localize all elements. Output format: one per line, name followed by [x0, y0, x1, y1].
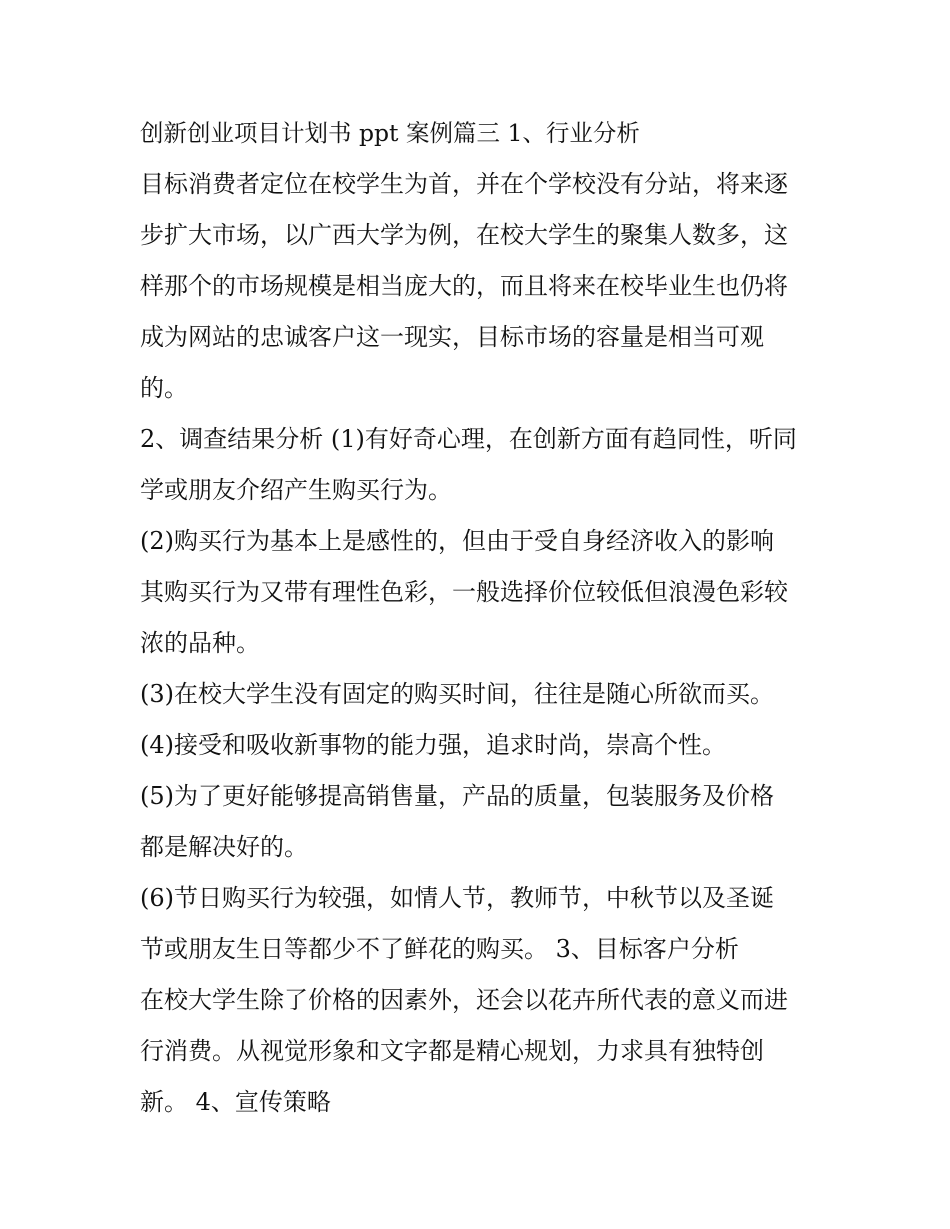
- text-line: (2)购买行为基本上是感性的，但由于受自身经济收入的影响: [140, 527, 774, 555]
- text-line: 步扩大市场，以广西大学为例，在校大学生的聚集人数多，这: [140, 221, 788, 249]
- text-line: 的。: [140, 374, 188, 402]
- text-line: 在校大学生除了价格的因素外，还会以花卉所代表的意义而进: [140, 986, 788, 1014]
- text-line: 学或朋友介绍产生购买行为。: [140, 476, 452, 504]
- text-line: 成为网站的忠诚客户这一现实，目标市场的容量是相当可观: [140, 323, 764, 351]
- text-line: 其购买行为又带有理性色彩，一般选择价位较低但浪漫色彩较: [140, 578, 788, 606]
- text-line: 样那个的市场规模是相当庞大的，而且将来在校毕业生也仍将: [140, 272, 788, 300]
- text-line: (4)接受和吸收新事物的能力强，追求时尚，崇高个性。: [140, 731, 726, 759]
- text-line: (6)节日购买行为较强，如情人节，教师节，中秋节以及圣诞: [140, 884, 774, 912]
- text-line: (5)为了更好能够提高销售量，产品的质量，包装服务及价格: [140, 782, 774, 810]
- text-line: 新。 4、宣传策略: [140, 1088, 331, 1116]
- text-line: 节或朋友生日等都少不了鲜花的购买。 3、目标客户分析: [140, 935, 739, 963]
- text-line: 2、调查结果分析 (1)有好奇心理，在创新方面有趋同性，听同: [140, 425, 797, 453]
- text-line: 行消费。从视觉形象和文字都是精心规划，力求具有独特创: [140, 1037, 764, 1065]
- text-line: 浓的品种。: [140, 629, 260, 657]
- text-line: 创新创业项目计划书 ppt 案例篇三 1、行业分析: [140, 119, 640, 147]
- text-line: 目标消费者定位在校学生为首，并在个学校没有分站，将来逐: [140, 170, 788, 198]
- text-line: (3)在校大学生没有固定的购买时间，往往是随心所欲而买。: [140, 680, 774, 708]
- text-line: 都是解决好的。: [140, 833, 308, 861]
- document-body: [140, 108, 820, 1128]
